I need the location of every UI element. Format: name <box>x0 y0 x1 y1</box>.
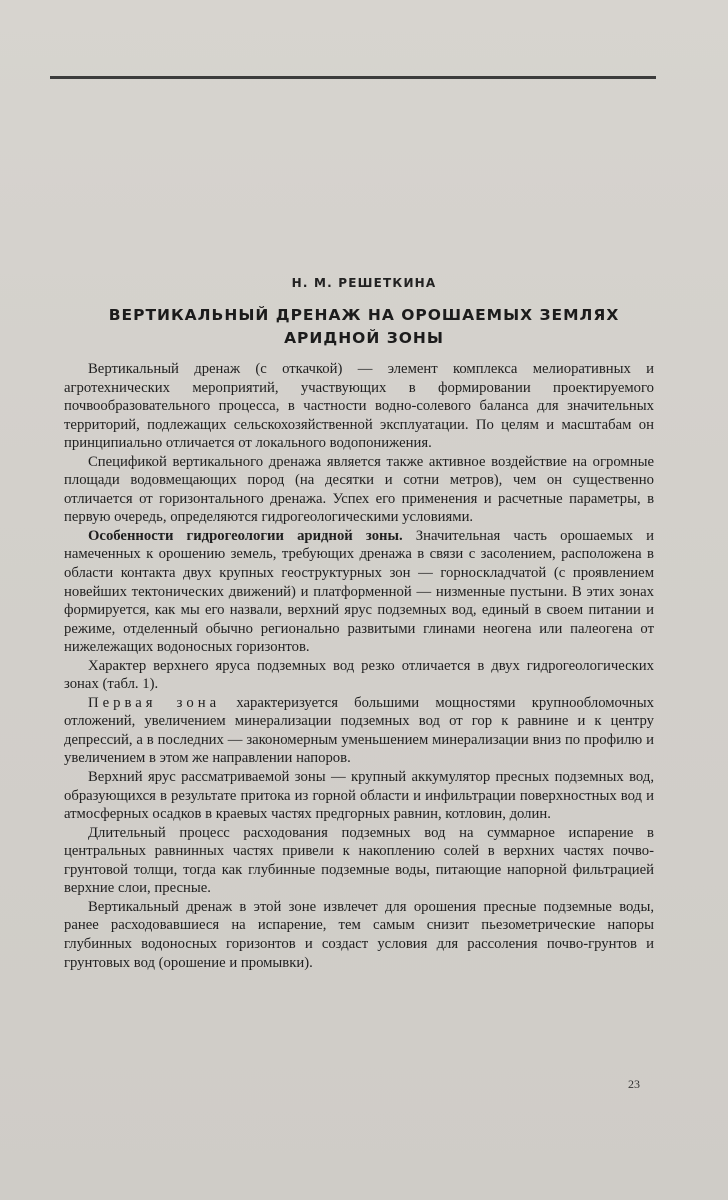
top-rule <box>50 76 656 79</box>
paragraph-3-text: Значительная часть орошаемых и намеченных к орошению земель, требующих дренажа в связи с засолением, расположена в области контакта двух крупных геоструктурных зон — горноскладчатой (с проявлением новейших тектонических движений) и платформенной — низменные пустыни. В этих зонах формируется, как мы его назвали, верхний ярус подземных вод, единый в своем питании и режиме, отделенный обычно регионально развитыми глинами неогена или палеогена от нижележащих водоносных горизонтов. <box>64 527 654 656</box>
title-line-1: ВЕРТИКАЛЬНЫЙ ДРЕНАЖ НА ОРОШАЕМЫХ ЗЕМЛЯХ <box>108 306 620 324</box>
section-run-in-heading: Особенности гидрогеологии аридной зоны. <box>88 527 403 544</box>
paragraph-8: Вертикальный дренаж в этой зоне извлечет для орошения пресные подземные воды, ранее расходовавшиеся на испарение, тем самым снизит пьезометрические напоры глубинных водоносных горизонтов и создаст условия для рассоления почво-грунтов и грунтовых вод (орошение и промывки). <box>64 898 654 971</box>
page-number: 23 <box>628 1077 640 1091</box>
paragraph-2: Спецификой вертикального дренажа является также активное воздействие на огромные площади водовмещающих пород (на десятки и сотни метров), чем он существенно отличается от горизонтального дренажа. Успех его применения и расчетные параметры, в первую очередь, определяются гидрогеологическими условиями. <box>64 453 654 526</box>
article-title <box>60 304 668 350</box>
title-line-2: АРИДНОЙ ЗОНЫ <box>284 329 444 347</box>
paragraph-4: Характер верхнего яруса подземных вод резко отличается в двух гидрогеологических зонах (табл. 1). <box>64 657 654 693</box>
article-body <box>64 360 654 972</box>
paragraph-7: Длительный процесс расходования подземных вод на суммарное испарение в центральных равнинных частях привели к накоплению солей в верхних частях почво-грунтовой толщи, тогда как глубинные подземные воды, питающие напорной фильтрацией верхние слои, пресные. <box>64 824 654 897</box>
paragraph-1: Вертикальный дренаж (с откачкой) — элемент комплекса мелиоративных и агротехнических мероприятий, участвующих в формировании проектируемого почвообразовательного процесса, в частности водно-солевого баланса для значительных территорий, подлежащих сельскохозяйственной эксплуатации. По целям и масштабам он принципиально отличается от локального водопонижения. <box>64 361 654 452</box>
paragraph-3 <box>64 527 654 657</box>
paragraph-6: Верхний ярус рассматриваемой зоны — крупный аккумулятор пресных подземных вод, образующихся в результате притока из горной области и инфильтрации поверхностных вод и атмосферных осадков в краевых частях предгорных равнин, котловин, долин. <box>64 769 654 823</box>
paragraph-5 <box>64 694 654 768</box>
author-name: Н. М. РЕШЕТКИНА <box>291 276 437 290</box>
paragraph-5-text: характеризуется большими мощностями крупнообломочных отложений, увеличением минерализации подземных вод от гор к равнине и к центру депрессий, а в последних — закономерным уменьшением минерализации вниз по профилю и увеличением в этом же направлении напоров. <box>64 694 654 767</box>
spaced-emphasis: Первая зона <box>88 694 221 711</box>
